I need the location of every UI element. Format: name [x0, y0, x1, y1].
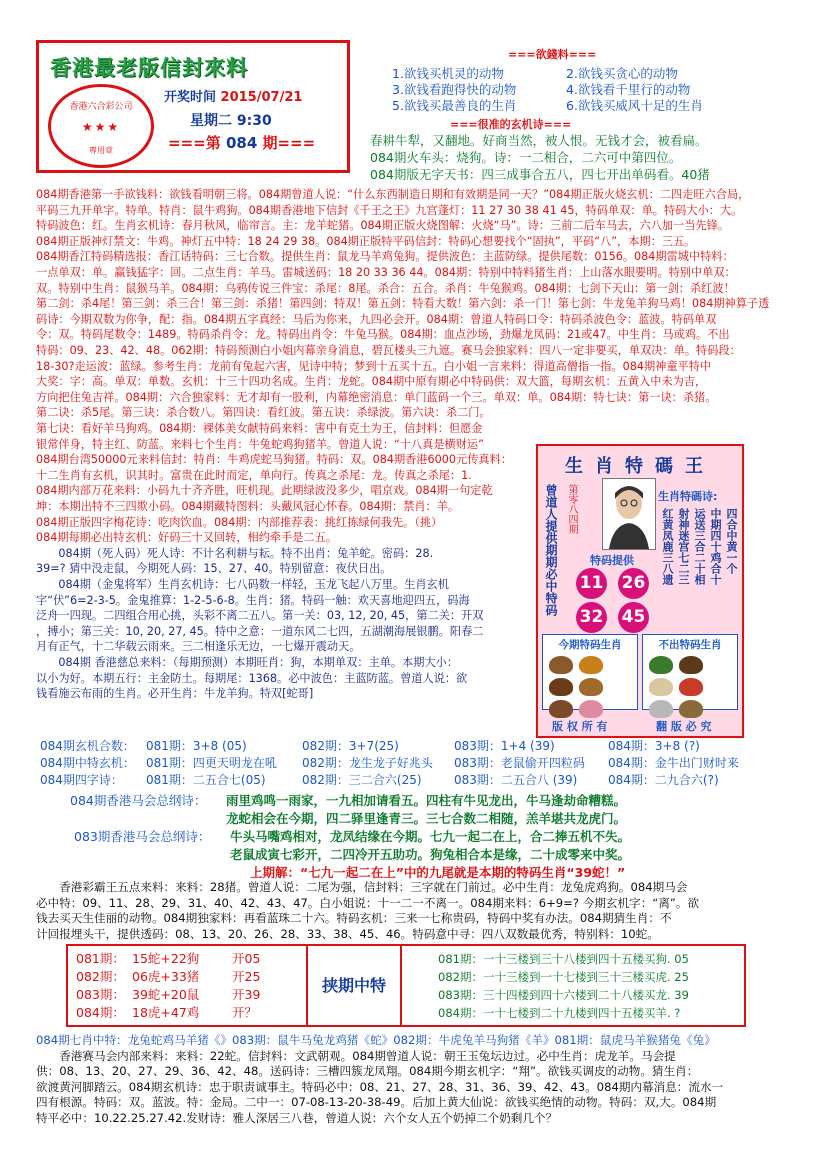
- row-cell: 083期：二五合八 (39): [454, 773, 578, 787]
- text-line: 084期香港第一手欲钱料：欲钱看明朝三将。084期曾道人说：“什么东西制造日期和有效期是同一天？”084期正版火烧玄机：二四走旺六合局，: [36, 188, 750, 201]
- horse-icon: [549, 678, 573, 696]
- wish-list-right: [566, 66, 703, 114]
- dragon-icon: [679, 678, 703, 696]
- text-line: 计回报埋头干，提供透码：08、13、20、26、28、33、38、45、46。特码意中寻：四八双数最优秀，特别料：10蛇。: [36, 926, 659, 941]
- wishes-title: ===欲錢料===: [508, 48, 597, 61]
- kill-issue: 084期：: [76, 1005, 125, 1020]
- zodiac-provide-label: 特码提供: [590, 554, 634, 567]
- special-number-ball: 26: [618, 568, 649, 599]
- text-line: 钱去买天生佳丽的动物。084期独家料：再看蓝珠二十六。特码玄机：三来一七称贵码，特码中奖有办法。084期猜生肖：不: [36, 911, 672, 925]
- text-line: 月有正气，十二华载云雨来。三二相逢乐无边，一七爆开震动天。: [36, 640, 361, 654]
- text-line: ，搏小；第三关：10, 20, 27, 45。特中之意：一道东风二七四，五湖潮海展银鹏。阳春二: [36, 624, 484, 638]
- text-line: 钱看施云布雨的生肖。必开生肖：牛龙羊狗。特双[蛇哥]: [36, 687, 314, 701]
- kill-center-label: 挟期中特: [306, 946, 402, 1025]
- text-line: 四有根源。特码：双。蓝波。特：金局。二中一：07-08-13-20-38-49。后加上黄大仙说：欲钱买绝情的动物。特码：双,大。084期: [36, 1095, 717, 1109]
- train-line: 084期火车头：烧狗。诗：一二相合，二六可中第四位。: [370, 150, 682, 165]
- text-line: 084期每期必出特玄机：好码三十又回转，相约牵手是二五。: [36, 531, 338, 545]
- text-line: 39=? 猜中没走鼠，今期死人码：15、27、40。特别留意：夜伏日出。: [36, 562, 392, 576]
- text-line: 084期内部万花来料：小码九十齐齐胜，旺机现。此期绿波没多少，唱京戏。084期一句定乾: [36, 484, 493, 498]
- row-cell: 083期：1+4 (39): [454, 739, 555, 753]
- zodiac-poem-col: 中期四十鸡合十: [709, 508, 722, 585]
- row-label: 084期玄机合数：: [40, 739, 135, 753]
- zodiac-box: [536, 444, 744, 738]
- floor-line: 083期：三十四楼到四十六楼到二十八楼买龙. 39: [438, 988, 689, 1002]
- kill-issue: 082期：: [76, 969, 125, 984]
- text-line: 大奖：字：高。单双：单数。玄机：十三十四功名成。生肖：龙蛇。084期中原有期必中特码供：双大篮，每期玄机：五黄入中未为吉，: [36, 375, 707, 389]
- poem-line: 龙蛇相会在今期，四二驿里逢青三。三七合数二相随，羔羊堪共龙虎门。: [226, 811, 627, 826]
- rights-right: 翻 版 必 究: [656, 720, 712, 733]
- zodiac-title: 生肖特碼王: [565, 456, 715, 477]
- special-number-ball: 45: [618, 602, 649, 633]
- company-seal: [48, 84, 154, 168]
- wish-item: 4.欲钱看千里行的动物: [566, 82, 691, 97]
- solution-line: 上期解：“七九一起二在上”中的九尾就是本期的特码生肖“39蛇！”: [250, 865, 626, 880]
- poem-label: 083期香港马会总纲诗：: [74, 829, 211, 844]
- kill-issue: 083期：: [76, 987, 125, 1002]
- draw-time-label: 开奖时间: [164, 90, 217, 105]
- pig-icon: [579, 700, 603, 718]
- special-animals-label: 今期特码生肖: [558, 639, 622, 651]
- text-line: 十二生肖有玄机，识其时。富贵在此时而定，单向行。传真之杀尾：龙。传真之杀尾：1.: [36, 468, 472, 482]
- not-animals-box: [642, 634, 738, 710]
- zodiac-issue-vertical: 第零八四期: [566, 484, 577, 534]
- row-cell: 082期：龙生龙子好兆头: [302, 756, 433, 770]
- poem-label: 084期香港马会总纲诗：: [70, 793, 207, 808]
- text-line: 特平必中：10.22.25.27.42.发财诗：雅人深居三八巷，曾道人说：六个女人五个奶掉二个奶剩几个？: [36, 1110, 558, 1125]
- main-text-block: [36, 187, 796, 421]
- wish-poems: [370, 132, 710, 183]
- bottom-text-block: [36, 880, 699, 942]
- text-line: 坤：本期出特不三四欺小码。084期藏特图料：头戴风冠心怀春。084期：禁肖：羊。: [36, 499, 460, 513]
- kill-result: 开39: [232, 987, 261, 1002]
- issue-line: [168, 132, 315, 153]
- zodiac-poem-col: 四合中黄一个: [725, 508, 738, 574]
- text-line: 084期 香港慈总来料：（每期预测）本期旺肖：狗，本期单双：主单。本期大小：: [36, 655, 459, 669]
- text-line: 平码三九开单字。特单。特肖：鼠牛鸡狗。084期香港地下信封《千王之王》九宫蓬灯：11 27 30 38 41 45，特码单双：单。特码大小：大。: [36, 203, 743, 217]
- special-number-ball: 32: [576, 602, 607, 633]
- kill-row: [76, 968, 302, 986]
- rabbit-icon: [649, 700, 673, 718]
- main-left-block: [36, 421, 532, 702]
- text-line: 084期正版神灯禁文：牛鸡。神灯五中特：18 24 29 38。084期正版特平码信封：特码心想要找个“固执”，平码“八”，本期：三五。: [36, 234, 696, 248]
- zodiac-left-col: 曾道人提供期期必中特码: [544, 484, 558, 616]
- text-line: 泛舟一四现。二四组合用心挑，头彩不离二五八。第一关：03, 12, 20, 45，第二关：开双: [36, 609, 484, 623]
- wish-item: 5.欲钱买最善良的生肖: [392, 98, 517, 113]
- text-line: 084期（死人码）死人诗：不计名利耕与耘。特不出肖：兔羊蛇。密码：28.: [36, 546, 434, 560]
- kill-pair: 06虎+33猪: [132, 969, 200, 984]
- poem-line: 春耕牛犁，又翻地。好商当然，被人恨。无钱才会，被看扁。: [370, 133, 708, 148]
- kill-row: [76, 986, 302, 1004]
- text-line: 方向把住兔吉祥。084期：六合独家料：无才却有一股利，内幕绝密消息：单门蓝码一个三。单双：单。084期：特七诀：第一诀：杀猪。: [36, 390, 717, 404]
- text-line: 字“伏”6=2-3-5。金鬼推算：1-2-5-6-8。生肖：猪。特码一触：欢天喜地迎四五，码海: [36, 593, 470, 607]
- kill-pair: 18虎+47鸡: [132, 1005, 200, 1020]
- floor-line: 084期：一十七楼到二十九楼到四十五楼买羊. ?: [438, 1006, 681, 1020]
- kill-result: 开25: [232, 969, 261, 984]
- special-animals-box: [542, 634, 638, 710]
- not-animals-label: 不出特码生肖: [658, 639, 722, 651]
- wish-item: 6.欲钱买威风十足的生肖: [566, 98, 703, 113]
- kill-left: [76, 950, 302, 1022]
- row-cell: 081期：四更天明龙在吼: [146, 756, 277, 770]
- kill-pair: 39蛇+20鼠: [132, 987, 200, 1002]
- dog-icon: [679, 700, 703, 718]
- seal-foot-text: 專用章: [89, 146, 113, 155]
- text-line: 一点单双：单。赢钱猛字：回。二点生肖：羊马。雷城送码：18 20 33 36 44。084期：特别中特料猪生肖：上山落水眼要明。特别中单双：: [36, 265, 736, 279]
- special-animals-grid: [543, 652, 637, 722]
- person-icon: [603, 479, 655, 549]
- kill-table: [66, 944, 746, 1027]
- tiger-icon: [579, 656, 603, 674]
- row-cell: 082期：3+7(25): [302, 739, 399, 753]
- draw-time: [164, 86, 302, 105]
- seal-stars: ★★★: [81, 120, 121, 134]
- wish-list-left: [392, 66, 516, 114]
- floor-line: 081期：一十三楼到三十八楼到四十五楼买狗. 05: [438, 952, 689, 966]
- dog-icon: [579, 678, 603, 696]
- issue-number: 084: [225, 134, 258, 152]
- kill-pair: 15蛇+22狗: [132, 951, 200, 966]
- row-cell: 084期：3+8 (?): [608, 739, 700, 753]
- text-line: 第二剑：杀4尾！第三剑：杀三合！第三剑：杀猪！第四剑：特双！第五剑：特看大数！第六剑：杀一门！第七剑：牛龙兔羊狗马鸡！084期神算子透: [36, 297, 770, 311]
- kill-issue: 081期：: [76, 951, 125, 966]
- page-title: 香港最老版信封來料: [50, 56, 248, 80]
- tail-line: 084期版无字天书：四三成事合五八，四七开出单码看。40猪: [370, 167, 710, 182]
- text-line: 码诗：今期双数为你争，配：指。084期五字真经：马后为你来，九四必会开。084期：曾道人特码口令：特码杀波色令：蓝波。特码单双: [36, 312, 717, 326]
- rights-left: 版 权 所 有: [552, 720, 608, 733]
- not-animals-grid: [643, 652, 737, 722]
- text-line: 第七诀：看好羊马狗鸡。084期：裸体美女献特码来料：害中有克土为王，信封料：但愿金: [36, 422, 483, 435]
- row-cell: 081期：二五合七(05): [146, 773, 266, 787]
- poem-line: 老鼠成寅七彩开，二四冷开五助功。狗兔相合本是缘，二十成零来中奖。: [230, 847, 631, 862]
- draw-date: 2015/07/21: [220, 90, 303, 105]
- row-cell: 082期：三二合六(25): [302, 773, 422, 787]
- rat-icon: [549, 700, 573, 718]
- text-line: 084期台湾50000元来料信封：特肖：牛鸡虎蛇马狗猪。特码：双。084期香港6000元传真料：: [36, 453, 512, 467]
- zodiac-poem-label: 生肖特碼诗:: [658, 490, 718, 503]
- seal-ring-text: 香港六合彩公司: [69, 102, 133, 112]
- snake-icon: [649, 656, 673, 674]
- issue-suffix: 期===: [262, 134, 316, 152]
- row-cell: 083期：老鼠偷开四粒码: [454, 756, 585, 770]
- zodiac-poem-cols: [660, 508, 738, 608]
- footer-text-block: [36, 1033, 723, 1126]
- zodiac-poem-col: 运送三合二十相: [693, 508, 706, 585]
- issue-prefix: ===第: [168, 134, 221, 152]
- text-line: 084期（金鬼将军）生肖玄机诗：七八码数一样轻，玉龙飞起八万里。生肖玄机: [36, 577, 449, 591]
- weekday-time: 星期二 9:30: [190, 113, 272, 129]
- text-line: 第二诀：杀5尾。第三诀：杀合数八。第四诀：看红波。第五诀：杀绿波。第六诀：杀二门。: [36, 406, 491, 420]
- kill-result: 开05: [232, 951, 261, 966]
- text-line: 令：双。特码尾数令：1489。特码杀肖令：龙。特码出肖令：牛兔马猴。084期：血点沙场，劲爆龙凤码：21或47。中生肖：马或鸡。不出: [36, 328, 730, 342]
- poem-title: ===很准的玄机诗===: [450, 118, 572, 131]
- floor-line: 082期：一十三楼到一十七楼到三十三楼买虎. 25: [438, 970, 689, 984]
- kill-row: [76, 1004, 302, 1022]
- text-line: 供：08、13、20、27、29、36、42、48。送码诗：三槽四簇龙凤翔。084期今期玄机字：“翔”。欲钱买调皮的动物。猜生肖：: [36, 1064, 699, 1078]
- kill-row: [76, 950, 302, 968]
- text-line: 香港彩霸王五点来料：来料：28猪。曾道人说：二尾为强，信封料：三字就在门前过。必中生肖：龙兔虎鸡狗。084期马会: [36, 880, 688, 894]
- text-line: 欲渡黄河脚踏云。084期玄机诗：忠于职责诚事主。特码必中：08、21、27、28、31、36、39、42、43。084期内幕消息：流水一: [36, 1079, 724, 1094]
- text-line: 以小为好。本期五行：主金防土。每期尾：1368。必中波色：主蓝防蓝。曾道人说：欲: [36, 671, 468, 685]
- kill-result: 开？: [232, 1005, 258, 1020]
- row-cell: 084期：二九合六(?): [608, 773, 719, 787]
- text-line: 084期七肖中特：龙兔蛇鸡马羊猪《》083期：鼠牛马兔龙鸡猪《蛇》082期：牛虎兔羊马狗猪《羊》081期：鼠虎马羊猴猪兔《兔》: [36, 1033, 716, 1047]
- portrait: [602, 478, 656, 550]
- rat-icon: [549, 656, 573, 674]
- kill-right: [438, 950, 689, 1022]
- text-line: 必中特：09、11、28、29、31、40、42、43、47。白小姐说：十一二一不离一。084期来料：6+9=? 今期玄机字：“离”。欲: [36, 895, 700, 910]
- text-line: 特码波色：红。生肖玄机诗：春月秋风，临帘言。主：龙羊蛇猪。084期正版火烧图解：火烧“马”。诗：三前二后车马去，六八加一当先锋。: [36, 219, 730, 233]
- poem-line: 牛头马嘴鸡相对，龙凤结缘在今期。七九一起二在上，合二捧五机不失。: [230, 829, 631, 844]
- zodiac-poem-col: 射神迷宫七二三: [677, 508, 690, 585]
- wish-item: 2.欲钱买贪心的动物: [566, 66, 678, 81]
- text-line: 香港赛马会内部来料：来料：22蛇。信封料：文武朝观。084期曾道人说：朝王玉兔坛边过。必中生肖：虎龙羊。马会提: [36, 1048, 676, 1063]
- wish-item: 3.欲钱看跑得快的动物: [392, 82, 517, 97]
- text-line: 084期香江特码精选报：香江话特码：三七合数。提供生肖：鼠龙马羊鸡兔狗。提供波色：主蓝防绿。提供尾数：0156。084期雷城中特料：: [36, 250, 734, 264]
- row-label: 084期中特玄机：: [40, 756, 135, 770]
- goat-icon: [649, 678, 673, 696]
- text-line: 银常伴身，特主红、防蓝。来料七个生肖：牛兔蛇鸡狗猪羊。曾道人说：“十八真是横财运”: [36, 437, 484, 451]
- poem-line: 雨里鸡鸣一雨家，一九相加请看五。四柱有牛见龙出，牛马逢劫命糟糕。: [226, 793, 627, 808]
- special-number-ball: 11: [576, 568, 607, 599]
- horse-icon: [679, 656, 703, 674]
- row-label: 084期四字诗：: [40, 773, 123, 787]
- text-line: 18-30?走运波：蓝绿。参考生肖：龙前有兔起六害，见诗中特；梦到十五买十五。白小姐一言来料：得道高僧指一指。084期神童平特中: [36, 359, 712, 373]
- text-line: 双。特别中生肖：鼠猴马羊。084期：乌鸦传说三件宝：杀尾：8尾。杀合：五合。杀肖：牛兔猴鸡。084期：七剑下天山：第一剑：杀红波！: [36, 281, 735, 295]
- text-line: 084期正版四字梅花诗：吃肉饮血。084期：内部推荐表：挑红拣绿何我先。（挑）: [36, 515, 443, 529]
- wish-item: 1.欲钱买机灵的动物: [392, 66, 504, 81]
- row-cell: 084期：金牛出门财时来: [608, 756, 739, 770]
- text-line: 特码：09、23、42、48。062期：特码预测白小姐内幕亲身消息，碧瓦楼头三九遮。赛马会独家料：四八一定非要买，单双决：单。特码段：: [36, 343, 741, 357]
- row-cell: 081期：3+8 (05): [146, 739, 247, 753]
- zodiac-poem-col: 红黄凤鹿三八遗: [661, 508, 674, 585]
